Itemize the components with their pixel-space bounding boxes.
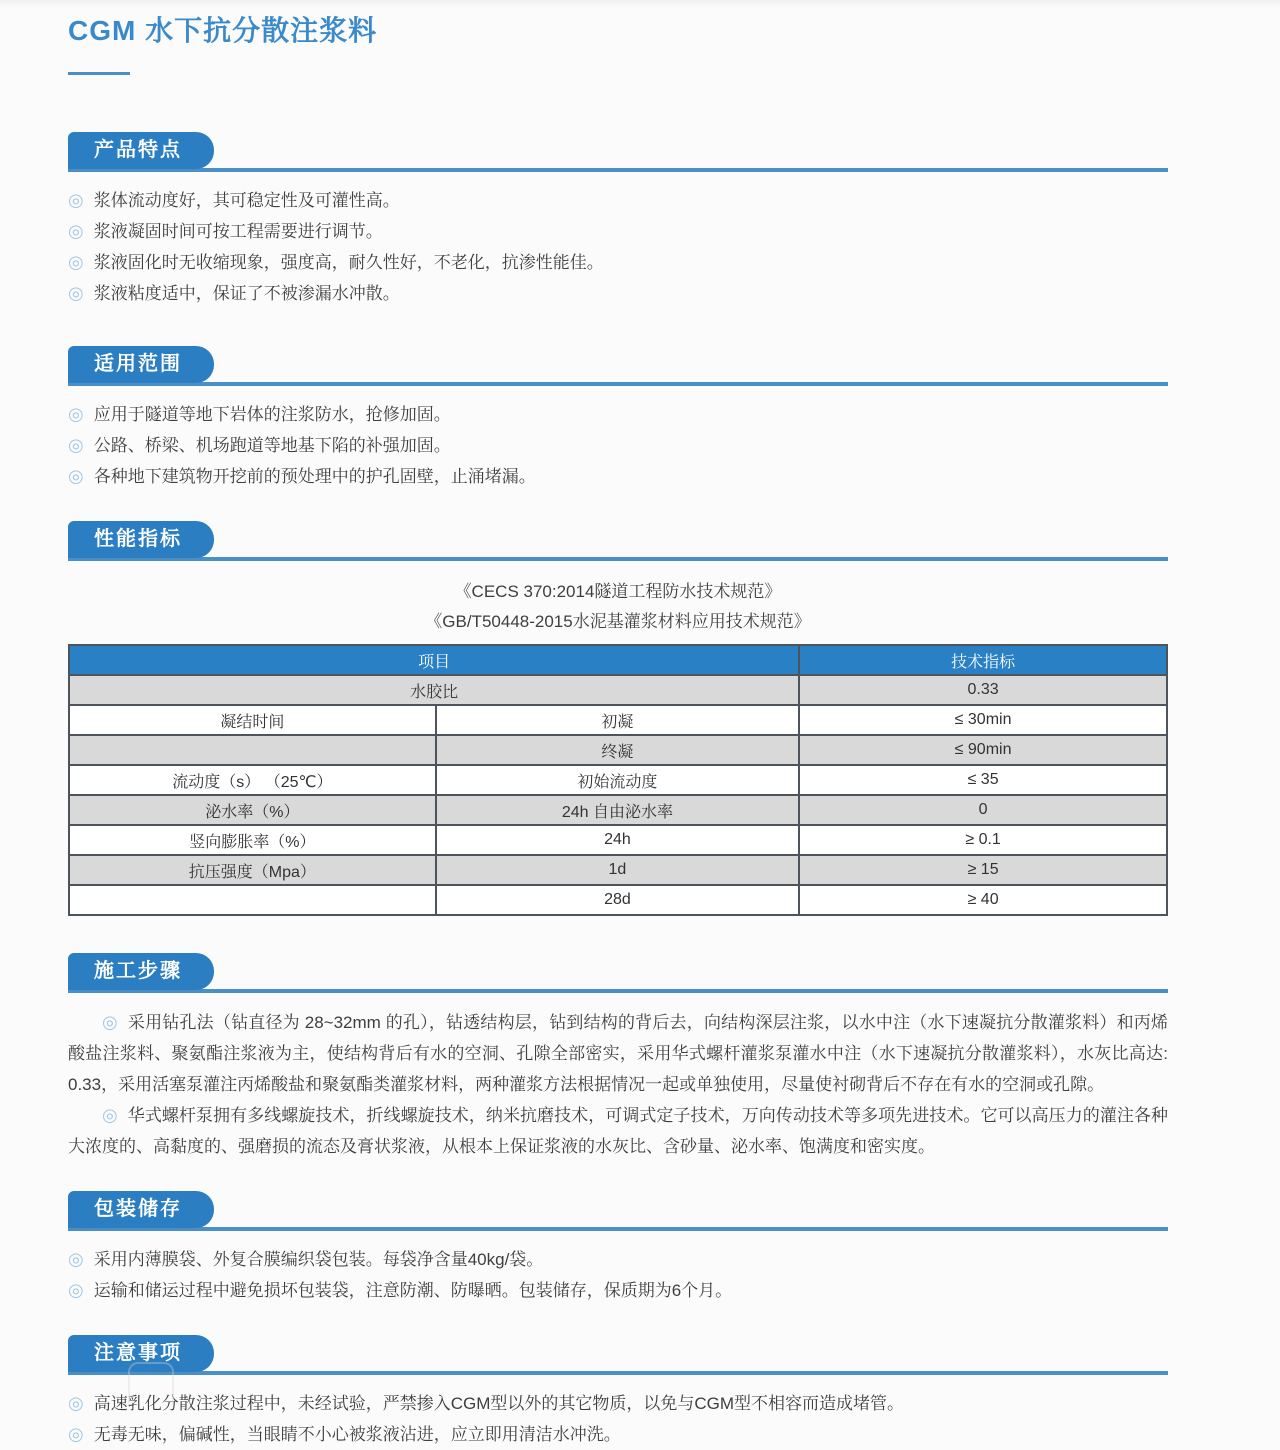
table-cell: 初凝: [436, 705, 799, 735]
table-cell: ≥ 0.1: [799, 825, 1167, 855]
section-header-scope: [68, 345, 1168, 386]
page-title: CGM 水下抗分散注浆料: [68, 15, 378, 46]
paragraph: [68, 1007, 1168, 1100]
features-list: [68, 185, 1168, 309]
ring-bullet-icon: ◎: [68, 435, 84, 455]
section-badge-packaging: 包装储存: [68, 1191, 214, 1228]
paragraph-text: 采用钻孔法（钻直径为 28~32mm 的孔），钻透结构层，钻到结构的背后去，向结构深层注浆，以水中注（水下速凝抗分散灌浆料）和丙烯酸盐注浆料、聚氨酯注浆液为主，使结构背后有水的空洞、孔隙全部密实，采用华式螺杆灌浆泵灌水中注（水下速凝抗分散灌浆料），水灰比高达: 0.33，采用活塞泵灌注丙烯酸盐和聚氨酯类灌浆材料，两种灌浆方法根据情况一起或单独使用，尽量使衬砌背后不存在有水的空洞或孔隙。: [68, 1013, 1168, 1094]
table-cell: ≥ 15: [799, 855, 1167, 885]
ring-bullet-icon: ◎: [68, 1424, 84, 1444]
table-cell: 泌水率（%）: [69, 795, 436, 825]
section-badge-features: 产品特点: [68, 132, 214, 169]
list-item: [68, 461, 1168, 492]
table-cell: [69, 885, 436, 915]
table-cell: ≤ 30min: [799, 705, 1167, 735]
table-cell: 水胶比: [69, 675, 799, 705]
table-cell: 流动度（s） （25℃）: [69, 765, 436, 795]
list-item: [68, 247, 1168, 278]
list-item: [68, 1419, 1168, 1450]
table-cell: 终凝: [436, 735, 799, 765]
table-cell: ≥ 40: [799, 885, 1167, 915]
list-item-text: 浆体流动度好，其可稳定性及可灌性高。: [93, 191, 400, 210]
ring-bullet-icon: ◎: [68, 1280, 84, 1300]
table-cell: ≤ 35: [799, 765, 1167, 795]
section-header-notes: [68, 1334, 1168, 1375]
table-row: [69, 885, 1167, 915]
ring-bullet-icon: ◎: [102, 1012, 118, 1032]
section-badge-notes: 注意事项: [68, 1335, 214, 1372]
table-row: [69, 705, 1167, 735]
table-cell: 24h: [436, 825, 799, 855]
list-item: [68, 430, 1168, 461]
section-header-features: [68, 131, 1168, 172]
table-cell: 24h 自由泌水率: [436, 795, 799, 825]
section-header-packaging: [68, 1190, 1168, 1231]
list-item: [68, 278, 1168, 309]
document-page: [68, 0, 1168, 1450]
list-item-text: 浆液固化时无收缩现象，强度高，耐久性好，不老化，抗渗性能佳。: [93, 253, 604, 272]
list-item-text: 浆液凝固时间可按工程需要进行调节。: [93, 222, 383, 241]
list-item: [68, 185, 1168, 216]
table-header-indicator: 技术指标: [799, 645, 1167, 675]
list-item: [68, 1244, 1168, 1275]
list-item-text: 运输和储运过程中避免损坏包装袋，注意防潮、防曝晒。包装储存，保质期为6个月。: [93, 1281, 733, 1300]
table-cell: 0.33: [799, 675, 1167, 705]
table-row: [69, 855, 1167, 885]
paragraph-text: 华式螺杆泵拥有多线螺旋技术，折线螺旋技术，纳米抗磨技术，可调式定子技术，万向传动技术等多项先进技术。它可以高压力的灌注各种大浓度的、高黏度的、强磨损的流态及膏状浆液，从根本上保证浆液的水灰比、含砂量、泌水率、饱满度和密实度。: [68, 1106, 1168, 1156]
ring-bullet-icon: ◎: [102, 1105, 118, 1125]
ring-bullet-icon: ◎: [68, 252, 84, 272]
table-cell: 0: [799, 795, 1167, 825]
table-cell: 初始流动度: [436, 765, 799, 795]
table-cell: 凝结时间: [69, 705, 436, 735]
list-item: [68, 216, 1168, 247]
performance-table: [68, 644, 1168, 916]
ring-bullet-icon: ◎: [68, 283, 84, 303]
construction-paragraphs: [68, 1007, 1168, 1162]
table-cell: 竖向膨胀率（%）: [69, 825, 436, 855]
paragraph: [68, 1100, 1168, 1162]
section-badge-construction: 施工步骤: [68, 953, 214, 990]
table-cell: 1d: [436, 855, 799, 885]
list-item-text: 无毒无味，偏碱性，当眼睛不小心被浆液沾进，应立即用清洁水冲洗。: [93, 1425, 621, 1444]
ring-bullet-icon: ◎: [68, 221, 84, 241]
section-badge-performance: 性能指标: [68, 521, 214, 558]
table-row: [69, 765, 1167, 795]
section-header-construction: [68, 952, 1168, 993]
list-item-text: 各种地下建筑物开挖前的预处理中的护孔固壁，止涌堵漏。: [93, 467, 536, 486]
table-header-item: 项目: [69, 645, 799, 675]
scope-list: [68, 399, 1168, 492]
ring-bullet-icon: ◎: [68, 404, 84, 424]
list-item: [68, 399, 1168, 430]
section-header-performance: [68, 520, 1168, 561]
list-item-text: 浆液粘度适中，保证了不被渗漏水冲散。: [93, 284, 400, 303]
list-item: [68, 1275, 1168, 1306]
table-cell: 28d: [436, 885, 799, 915]
standards-references: [68, 577, 1168, 637]
ring-bullet-icon: ◎: [68, 466, 84, 486]
ring-bullet-icon: ◎: [68, 1249, 84, 1269]
table-cell: ≤ 90min: [799, 735, 1167, 765]
title-underline: [68, 72, 130, 75]
table-row: [69, 825, 1167, 855]
table-header-row: [69, 645, 1167, 675]
list-item-text: 应用于隧道等地下岩体的注浆防水，抢修加固。: [93, 405, 451, 424]
list-item-text: 公路、桥梁、机场跑道等地基下陷的补强加固。: [93, 436, 451, 455]
table-row: [69, 735, 1167, 765]
list-item-text: 采用内薄膜袋、外复合膜编织袋包装。每袋净含量40kg/袋。: [93, 1250, 544, 1269]
table-row: [69, 795, 1167, 825]
table-cell: 抗压强度（Mpa）: [69, 855, 436, 885]
packaging-list: [68, 1244, 1168, 1306]
ring-bullet-icon: ◎: [68, 1393, 84, 1413]
list-item-text: 高速乳化分散注浆过程中，未经试验，严禁掺入CGM型以外的其它物质，以免与CGM型不相容而造成堵管。: [93, 1394, 905, 1413]
standard-reference: 《GB/T50448-2015水泥基灌浆材料应用技术规范》: [425, 612, 811, 631]
ghost-bottle-artifact: [128, 1362, 174, 1404]
standard-reference: 《CECS 370:2014隧道工程防水技术规范》: [454, 582, 782, 601]
notes-list: [68, 1388, 1168, 1450]
section-badge-scope: 适用范围: [68, 346, 214, 383]
table-row: [69, 675, 1167, 705]
ring-bullet-icon: ◎: [68, 190, 84, 210]
table-cell: [69, 735, 436, 765]
